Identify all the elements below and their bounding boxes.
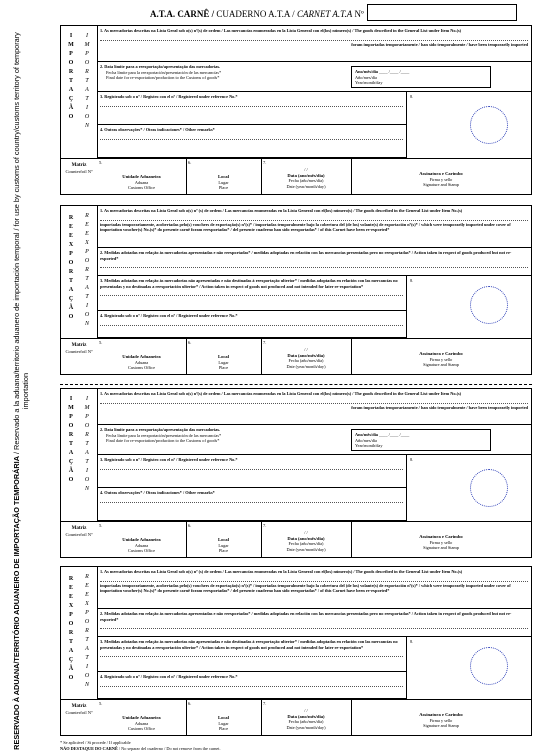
import-field-3[interactable]: 3. Registrado sob o nº / Registro con el nº / Registered under reference No.* [97, 455, 406, 488]
counterfoil-label: Matriz Counterfoil Nº [61, 158, 97, 194]
footer-notes: * Se aplicável / Si procede / If applicable NÃO DESTAQUE DO CARNÊ / No separar del cuaderno / Do not remove from the carnet. [60, 740, 221, 751]
import-side-column [61, 389, 98, 521]
place-cell[interactable]: Local Lugar Place [218, 537, 229, 553]
counterfoil-label: Matriz Counterfoil Nº [61, 338, 97, 374]
import-field-3[interactable]: 3. Registrado sob o nº / Registro con el nº / Registered under reference No.* [97, 92, 406, 125]
signature-stamp-cell[interactable]: Assinatura e Carimbo Firma y sello Signature and Stamp [419, 534, 463, 550]
import-date-box[interactable]: Ano/mês/dia ____ /____ /____ Año/mes/día Year/month/day [351, 66, 491, 88]
import-letters-italic: I M P O R T A T I O N [84, 396, 90, 492]
customs-office-cell[interactable]: Unidade Aduaneira Aduana Customs Office [122, 174, 161, 190]
reexport-field-1[interactable]: 1. As mercadorias descritas na Lista Geral sob o(s) nº (s) de ordem / Las mercancías enumeradas en la Lista General con el(los) número(s) / The goods described in the General List under Item No.(s) importadas temporariamente, acobertadas pelo(s) vouchers de exportação(s) nº(s)* / importadas temporalmente bajo la cobertura del (de los) volante(s) de exportación nº(s)* / which were temporarily imported under cover of importation voucher(s) No.(s)* do presente carnê foram reexportadas* / del presente cuaderno han sido reexportadas* / of this Carnet have been re-exported* [97, 567, 531, 609]
reexport-field-4[interactable]: 4. Registrado sob o nº / Registro con el nº / Registered under reference No.* [97, 311, 406, 338]
import-field-2[interactable]: 2. Data limite para a reexportação/apresentação das mercadorias. Fecha límite para la reexportación/presentación de las mercancías* Final date for re-exportation/production to the Customs of goods* [97, 62, 531, 92]
carnet-number-box[interactable] [367, 4, 517, 21]
customs-stamp-icon [470, 106, 508, 144]
import-field-1[interactable]: 1. As mercadorias descritas na Lista Geral sob o(s) nº(s) de ordem / Las mercancías enumeradas en la Lista General con el(los) número(s) / The goods described in the General List under Item No.(s) foram importadas temporariamente / han sido temporalmente / have been temporarily imported [97, 26, 531, 62]
signature-stamp-cell[interactable]: Assinatura e Carimbo Firma y sello Signature and Stamp [419, 712, 463, 728]
reexport-field-2[interactable]: 2. Medidas adotadas em relação às mercadorias apresentadas e não reexportadas* / medidas adoptadas en relación con las mercancías presentadas pero no reexportadas* / Action taken in respect of goods produced but not re-exported* [97, 609, 531, 637]
reexport-field-8[interactable]: 8. [410, 639, 414, 644]
customs-office-cell[interactable]: Unidade Aduaneira Aduana Customs Office [122, 354, 161, 370]
reexport-field-8[interactable]: 8. [410, 278, 414, 283]
reexport-section-2: R E E X P O R T A Ç Ã O R E E X P O R T A T I O N Matriz Counterfoil Nº 1. As mercadorias descritas na Lista Geral sob o(s) nº (s) de ordem / Las mercancías enumeradas en la Lista General con el(los) número(s) / The goods described in the General List under Item No.(s) importadas temporariamente, acobertadas pelo(s) vouchers de exportação(s) nº(s)* / importadas temporalmente bajo la cobertura del (de los) volante(s) de exportación nº(s)* / which were temporarily imported under cover of importation voucher(s) No.(s)* do presente carnê foram reexportadas* / del presente cuaderno han sido reexportadas* / of this Carnet have been re-exported* 2. Medidas adotadas em relação às mercadorias apresentadas e não reexportadas* / medidas adoptadas en relación con las mercancías presentadas pero no reexportadas* / Action taken in respect of goods produced but not re-exported* 3. Medidas adotadas em relação às mercadorias não apresentadas e não destinadas à reexportação ulterior* / medidas adoptadas en relación con las mercancías no presentadas y no destinadas a reexportación ulterior* / Action taken in respect of goods not produced and not intended for later re-exportation* 4. Registrado sob o nº / Registro con el nº / Registered under reference No.* 8. 5. 6. 7. Unidade Aduaneira Aduana Customs Office Local Lugar Place / / Data (ano/mês/dia) Fecha (año/mes/día) Date (year/month/day) Assinatura e Carimbo Firma y sello Signature and Stamp [60, 566, 532, 736]
date-cell[interactable]: / / Data (ano/mês/dia) Fecha (año/mes/día) Date (year/month/day) [286, 530, 326, 552]
place-cell[interactable]: Local Lugar Place [218, 715, 229, 731]
signature-stamp-cell[interactable]: Assinatura e Carimbo Firma y sello Signature and Stamp [419, 171, 463, 187]
date-cell[interactable]: / / Data (ano/mês/dia) Fecha (año/mes/día) Date (year/month/day) [286, 347, 326, 369]
customs-office-cell[interactable]: Unidade Aduaneira Aduana Customs Office [122, 537, 161, 553]
reexport-letters: R E E X P O R T A Ç Ã O [68, 215, 74, 320]
import-section-1: I M P O R T A Ç Ã O I M P O R T A T I O N Matriz Counterfoil Nº 1. As mercadorias descritas na Lista Geral sob o(s) nº(s) de ordem / Las mercancías enumeradas en la Lista General con el(los) número(s) / The goods described in the General List under Item No.(s) foram importadas temporariamente / han sido temporalmente / have been temporarily imported 2. Data limite para a reexportação/apresentação das mercadorias. Fecha límite para la reexportación/presentación de las mercancías* Final date for re-exportation/production to the Customs of goods* Ano/mês/dia ____ /____ /____ Año/mes/día Year/month/day 3. Registrado sob o nº / Registro con el nº / Registered under reference No.* 4. Outras observações* / Otras indicaciones* / Other remarks* 8. 5. 6. 7. Unidade Aduaneira Aduana Customs Office Local Lugar Place / / Data (ano/mês/dia) Fecha (año/mes/día) Date (year/month/day) Assinatura e Carimbo Firma y sello Signature and Stamp [60, 25, 532, 195]
customs-stamp-icon [470, 469, 508, 507]
import-letters: I M P O R T A Ç Ã O [68, 396, 74, 483]
reexport-field-4[interactable]: 4. Registrado sob o nº / Registro con el nº / Registered under reference No.* [97, 672, 406, 699]
reexport-field-3[interactable]: 3. Medidas adotadas em relação às mercadorias não apresentadas e não destinadas à reexportação ulterior* / medidas adoptadas en relación con las mercancías no presentadas y no destinadas a reexportación ulterior* / Action taken in respect of goods not produced and not intended for later re-exportation* [97, 276, 406, 311]
signature-stamp-cell[interactable]: Assinatura e Carimbo Firma y sello Signature and Stamp [419, 351, 463, 367]
reexport-section-1: R E E X P O R T A Ç Ã O R E E X P O R T A T I O N Matriz Counterfoil Nº 1. As mercadorias descritas na Lista Geral sob o(s) nº (s) de ordem / Las mercancías enumeradas en la Lista General con el(los) número(s) / The goods described in the General List under Item No.(s) importadas temporariamente, acobertadas pelo(s) vouchers de exportação(s) nº(s)* / importadas temporalmente bajo la cobertura del (de los) volante(s) de exportación nº(s)* / which were temporarily imported under cover of importation voucher(s) No.(s)* do presente carnê foram reexportadas* / del presente cuaderno han sido reexportadas* / of this Carnet have been re-exported* 2. Medidas adotadas em relação às mercadorias apresentadas e não reexportadas* / medidas adoptadas en relación con las mercancías presentadas pero no reexportadas* / Action taken in respect of goods produced but not re-exported* 3. Medidas adotadas em relação às mercadorias não apresentadas e não destinadas à reexportação ulterior* / medidas adoptadas en relación con las mercancías no presentadas y no destinadas a reexportación ulterior* / Action taken in respect of goods not produced and not intended for later re-exportation* 4. Registrado sob o nº / Registro con el nº / Registered under reference No.* 8. 5. 6. 7. Unidade Aduaneira Aduana Customs Office Local Lugar Place / / Data (ano/mês/dia) Fecha (año/mes/día) Date (year/month/day) Assinatura e Carimbo Firma y sello Signature and Stamp [60, 205, 532, 375]
customs-stamp-icon [470, 647, 508, 685]
place-cell[interactable]: Local Lugar Place [218, 174, 229, 190]
carnet-title: A.T.A. CARNÊ / CUADERNO A.T.A / CARNET A.T.A Nº [150, 9, 364, 19]
date-cell[interactable]: / / Data (ano/mês/dia) Fecha (año/mes/día) Date (year/month/day) [286, 708, 326, 730]
reexport-letters-italic: R E E X P O R T A T I O N [84, 574, 90, 688]
reexport-side-column [61, 567, 98, 699]
import-field-8[interactable]: 8. [410, 457, 414, 462]
import-field-1[interactable]: 1. As mercadorias descritas na Lista Geral sob o(s) nº(s) de ordem / Las mercancías enumeradas en la Lista General con el(los) número(s) / The goods described in the General List under Item No.(s) foram importadas temporariamente / han sido temporalmente / have been temporarily imported [97, 389, 531, 425]
counterfoil-label: Matriz Counterfoil Nº [61, 521, 97, 557]
import-field-8[interactable]: 8. [410, 94, 414, 99]
reexport-letters: R E E X P O R T A Ç Ã O [68, 576, 74, 681]
place-cell[interactable]: Local Lugar Place [218, 354, 229, 370]
import-side-column [61, 26, 98, 158]
import-letters-italic: I M P O R T A T I O N [84, 33, 90, 129]
reexport-field-1[interactable]: 1. As mercadorias descritas na Lista Geral sob o(s) nº (s) de ordem / Las mercancías enumeradas en la Lista General con el(los) número(s) / The goods described in the General List under Item No.(s) importadas temporariamente, acobertadas pelo(s) vouchers de exportação(s) nº(s)* / importadas temporalmente bajo la cobertura del (de los) volante(s) de exportación nº(s)* / which were temporarily imported under cover of importation voucher(s) No.(s)* do presente carnê foram reexportadas* / del presente cuaderno han sido reexportadas* / of this Carnet have been re-exported* [97, 206, 531, 248]
reexport-side-column [61, 206, 98, 338]
customs-office-cell[interactable]: Unidade Aduaneira Aduana Customs Office [122, 715, 161, 731]
reexport-letters-italic: R E E X P O R T A T I O N [84, 213, 90, 327]
cut-line [60, 384, 532, 385]
reexport-field-2[interactable]: 2. Medidas adotadas em relação às mercadorias apresentadas e não reexportadas* / medidas adoptadas en relación con las mercancías presentadas pero no reexportadas* / Action taken in respect of goods produced but not re-exported* [97, 248, 531, 276]
import-date-box[interactable]: Ano/mês/dia ____ /____ /____ Año/mes/día Year/month/day [351, 429, 491, 451]
import-section-2: I M P O R T A Ç Ã O I M P O R T A T I O N Matriz Counterfoil Nº 1. As mercadorias descritas na Lista Geral sob o(s) nº(s) de ordem / Las mercancías enumeradas en la Lista General con el(los) número(s) / The goods described in the General List under Item No.(s) foram importadas temporariamente / han sido temporalmente / have been temporarily imported 2. Data limite para a reexportação/apresentação das mercadorias. Fecha límite para la reexportación/presentación de las mercancías* Final date for re-exportation/production to the Customs of goods* Ano/mês/dia ____ /____ /____ Año/mes/día Year/month/day 3. Registrado sob o nº / Registro con el nº / Registered under reference No.* 4. Outras observações* / Otras indicaciones* / Other remarks* 8. 5. 6. 7. Unidade Aduaneira Aduana Customs Office Local Lugar Place / / Data (ano/mês/dia) Fecha (año/mes/día) Date (year/month/day) Assinatura e Carimbo Firma y sello Signature and Stamp [60, 388, 532, 558]
import-letters: I M P O R T A Ç Ã O [68, 33, 74, 120]
header [0, 0, 559, 22]
counterfoil-label: Matriz Counterfoil Nº [61, 699, 97, 735]
date-cell[interactable]: / / Data (ano/mês/dia) Fecha (año/mes/día) Date (year/month/day) [286, 167, 326, 189]
import-field-2[interactable]: 2. Data limite para a reexportação/apresentação das mercadorias. Fecha límite para la reexportación/presentación de las mercancías* Final date for re-exportation/production to the Customs of goods* [97, 425, 531, 455]
reexport-field-3[interactable]: 3. Medidas adotadas em relação às mercadorias não apresentadas e não destinadas à reexportação ulterior* / medidas adoptadas en relación con las mercancías no presentadas y no destinadas a reexportación ulterior* / Action taken in respect of goods not produced and not intended for later re-exportation* [97, 637, 406, 672]
import-field-4[interactable]: 4. Outras observações* / Otras indicaciones* / Other remarks* [97, 125, 406, 158]
customs-stamp-icon [470, 286, 508, 324]
vertical-customs-label: RESERVADO À ADUANA/TERRITÓRIO ADUANEIRO DE IMPORTAÇÃO TEMPORÁRIA / Reservado a la aduana/territorio aduanero de importación temporal / for use by customs of country/customs territory of temporary importation [12, 32, 30, 750]
import-field-4[interactable]: 4. Outras observações* / Otras indicaciones* / Other remarks* [97, 488, 406, 521]
